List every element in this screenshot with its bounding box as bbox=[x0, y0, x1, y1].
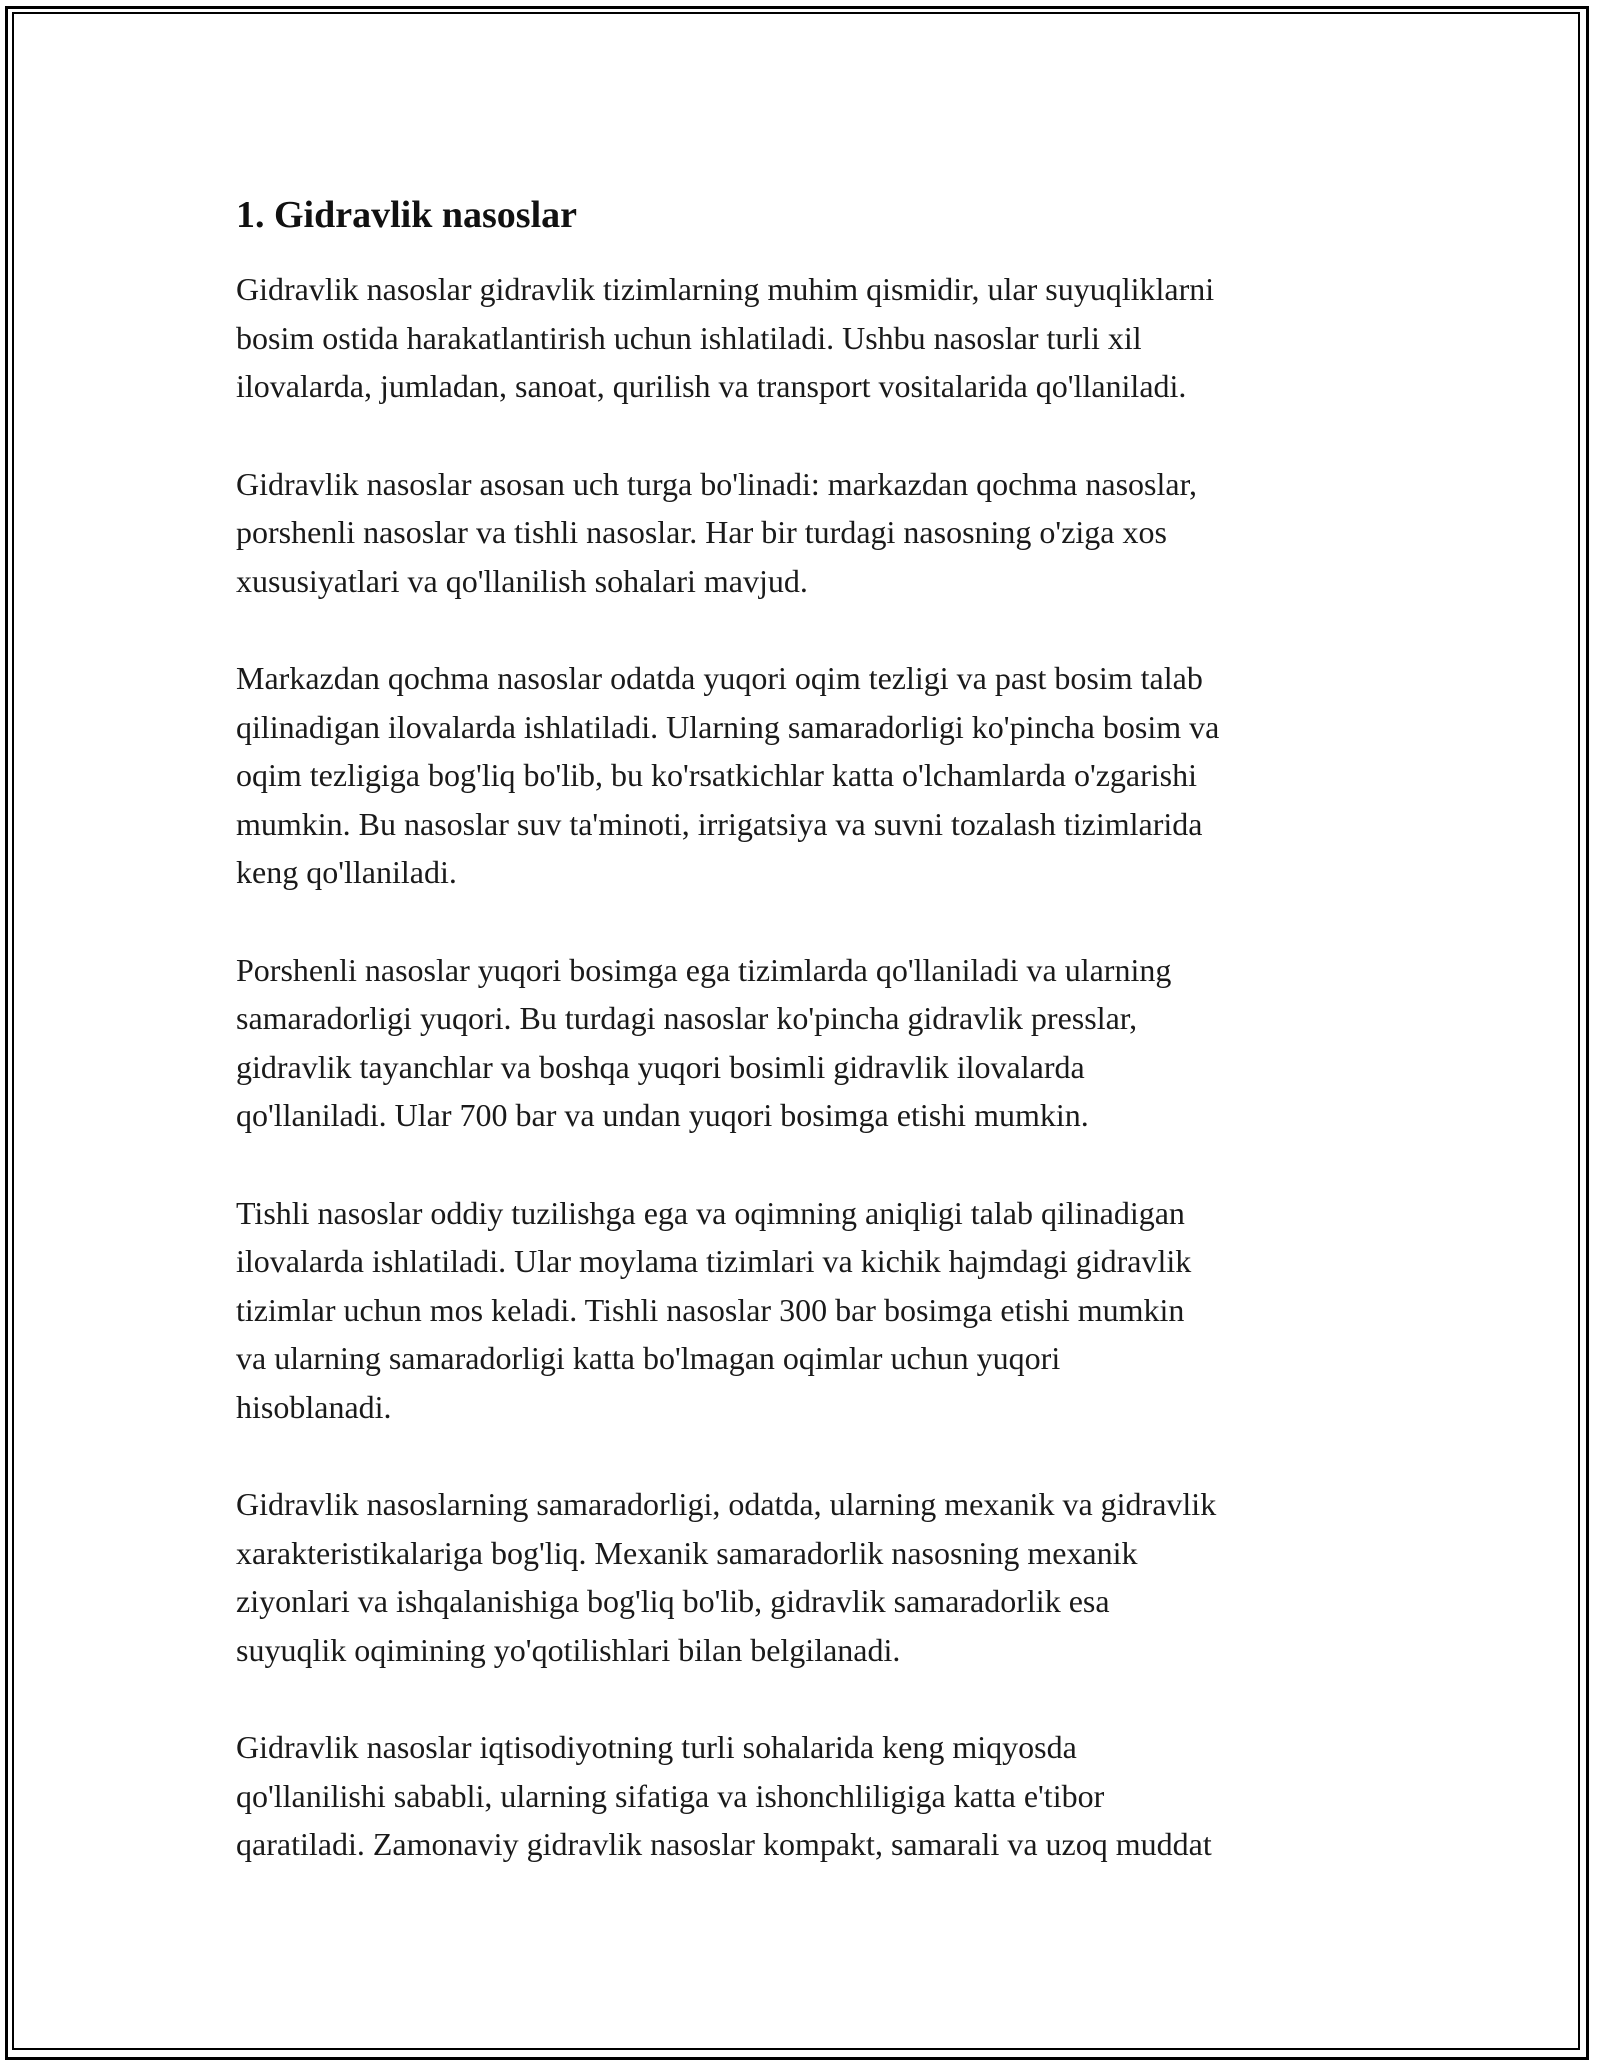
text-line: ilovalarda ishlatiladi. Ular moylama tizimlari va kichik hajmdagi gidravlik bbox=[236, 1243, 1192, 1279]
text-line: keng qo'llaniladi. bbox=[236, 854, 457, 890]
paragraph-7 bbox=[236, 1723, 1376, 1869]
document-body bbox=[236, 190, 1376, 1918]
text-line: Gidravlik nasoslar asosan uch turga bo'linadi: markazdan qochma nasoslar, bbox=[236, 465, 1197, 502]
text-line: qo'llanilishi sababli, ularning sifatiga va ishonchliligiga katta e'tibor bbox=[236, 1777, 1105, 1814]
paragraph-1 bbox=[236, 265, 1376, 411]
paragraph-3 bbox=[236, 654, 1376, 897]
text-line: qaratiladi. Zamonaviy gidravlik nasoslar kompakt, samarali va uzoq muddat bbox=[236, 1826, 1212, 1862]
paragraph-5 bbox=[236, 1189, 1376, 1432]
paragraph-4 bbox=[236, 946, 1376, 1140]
text-line: Gidravlik nasoslar iqtisodiyotning turli sohalarida keng miqyosda bbox=[236, 1729, 1077, 1765]
section-heading: 1. Gidravlik nasoslar bbox=[236, 194, 577, 236]
text-line: Tishli nasoslar oddiy tuzilishga ega va oqimning aniqligi talab qilinadigan bbox=[236, 1194, 1185, 1231]
text-line: xarakteristikalariga bog'liq. Mexanik samaradorlik nasosning mexanik bbox=[236, 1534, 1138, 1571]
text-line: ilovalarda, jumladan, sanoat, qurilish va transport vositalarida qo'llaniladi. bbox=[236, 368, 1187, 404]
text-line: xususiyatlari va qo'llanilish sohalari mavjud. bbox=[236, 562, 808, 599]
text-line: bosim ostida harakatlantirish uchun ishlatiladi. Ushbu nasoslar turli xil bbox=[236, 319, 1142, 356]
text-line: porshenli nasoslar va tishli nasoslar. Har bir turdagi nasosning o'ziga xos bbox=[236, 514, 1167, 550]
text-line: samaradorligi yuqori. Bu turdagi nasoslar ko'pincha gidravlik presslar, bbox=[236, 1000, 1138, 1036]
text-line: oqim tezligiga bog'liq bo'lib, bu ko'rsatkichlar katta o'lchamlarda o'zgarishi bbox=[236, 757, 1198, 793]
text-line: mumkin. Bu nasoslar suv ta'minoti, irrigatsiya va suvni tozalash tizimlarida bbox=[236, 805, 1203, 842]
text-line: gidravlik tayanchlar va boshqa yuqori bosimli gidravlik ilovalarda bbox=[236, 1048, 1085, 1085]
text-line: tizimlar uchun mos keladi. Tishli nasoslar 300 bar bosimga etishi mumkin bbox=[236, 1291, 1185, 1328]
text-line: ziyonlari va ishqalanishiga bog'liq bo'lib, gidravlik samaradorlik esa bbox=[236, 1583, 1110, 1619]
text-line: qilinadigan ilovalarda ishlatiladi. Ularning samaradorligi ko'pincha bosim va bbox=[236, 708, 1220, 745]
text-line: Porshenli nasoslar yuqori bosimga ega tizimlarda qo'llaniladi va ularning bbox=[236, 951, 1172, 988]
text-line: qo'llaniladi. Ular 700 bar va undan yuqori bosimga etishi mumkin. bbox=[236, 1097, 1089, 1133]
paragraph-2 bbox=[236, 460, 1376, 606]
paragraph-6 bbox=[236, 1480, 1376, 1674]
text-line: Markazdan qochma nasoslar odatda yuqori oqim tezligi va past bosim talab bbox=[236, 660, 1203, 696]
text-line: Gidravlik nasoslar gidravlik tizimlarning muhim qismidir, ular suyuqliklarni bbox=[236, 271, 1215, 307]
text-line: hisoblanadi. bbox=[236, 1388, 392, 1425]
text-line: va ularning samaradorligi katta bo'lmagan oqimlar uchun yuqori bbox=[236, 1340, 1061, 1376]
text-line: suyuqlik oqimining yo'qotilishlari bilan belgilanadi. bbox=[236, 1631, 901, 1668]
text-line: Gidravlik nasoslarning samaradorligi, odatda, ularning mexanik va gidravlik bbox=[236, 1486, 1217, 1522]
